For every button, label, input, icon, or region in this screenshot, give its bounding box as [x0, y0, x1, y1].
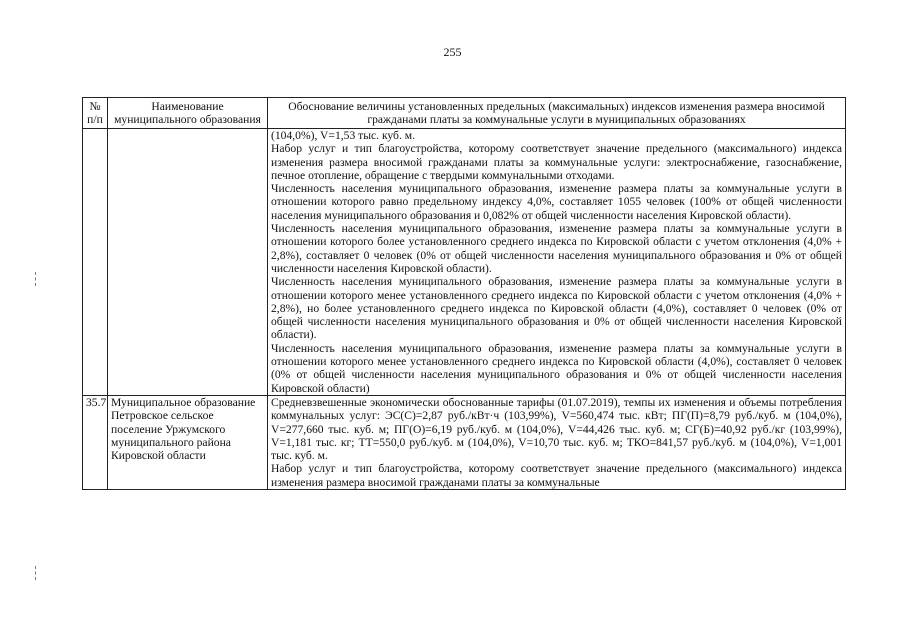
row-basis	[268, 129, 846, 396]
row-municipality	[108, 129, 268, 396]
row-num: 35.7	[83, 395, 108, 489]
basis-paragraph: Численность населения муниципального образования, изменение размера платы за коммунальные услуги в отношении которого равно предельному индексу 4,0%, составляет 1055 человек (100% от общей численности населения муниципального образования и 0,082% от общей численности населения Кировской области).	[271, 182, 842, 222]
table-header-row	[83, 98, 846, 129]
basis-paragraph: Средневзвешенные экономически обоснованные тарифы (01.07.2019), темпы их изменения и объемы потребления коммунальных услуг: ЭС(С)=2,87 руб./кВт·ч (103,99%), V=560,474 тыс. кВт; ПГ(П)=8,79 руб./куб. м (104,0%), V=277,660 тыс. куб. м; ПГ(О)=6,19 руб./куб. м (104,0%), V=44,426 тыс. куб. м; СГ(Б)=40,92 руб./кг (103,99%), V=1,181 тыс. кг; ТТ=550,0 руб./куб. м (104,0%), V=10,70 тыс. куб. м; ТКО=841,57 руб./куб. м (104,0%), V=1,001 тыс. куб. м.	[271, 395, 842, 463]
header-basis: Обоснование величины установленных предельных (максимальных) индексов изменения размера вносимой гражданами платы за коммунальные услуги в муниципальных образованиях	[268, 98, 846, 129]
basis-paragraph: Набор услуг и тип благоустройства, которому соответствует значение предельного (максимального) индекса изменения размера вносимой гражданами платы за коммунальные услуги: электроснабжение, газоснабжение, печное отопление, обращение с твердыми коммунальными отходами.	[271, 142, 842, 182]
basis-paragraph: (104,0%), V=1,53 тыс. куб. м.	[271, 129, 415, 142]
scan-edge-mark	[35, 566, 37, 580]
page-number: 255	[443, 45, 462, 59]
tariff-table	[82, 97, 846, 490]
row-num	[83, 129, 108, 396]
header-name: Наименование муниципального образования	[108, 98, 268, 129]
scan-edge-mark	[35, 272, 37, 286]
basis-paragraph: Численность населения муниципального образования, изменение размера платы за коммунальные услуги в отношении которого менее установленного среднего индекса по Кировской области (4,0%), составляет 0 человек (0% от общей численности населения муниципального образования и 0% от общей численности населения Кировской области)	[271, 341, 842, 395]
basis-paragraph: Набор услуг и тип благоустройства, которому соответствует значение предельного (максимального) индекса изменения размера вносимой гражданами платы за коммунальные	[271, 462, 842, 489]
basis-paragraph: Численность населения муниципального образования, изменение размера платы за коммунальные услуги в отношении которого менее установленного среднего индекса по Кировской области с учетом отклонения (4,0% + 2,8%), но более установленного среднего индекса по Кировской области (4,0%), составляет 0 человек (0% от общей численности населения муниципального образования и 0% от общей численности населения Кировской области).	[271, 275, 842, 342]
header-num: № п/п	[83, 98, 108, 129]
row-municipality: Муниципальное образование Петровское сельское поселение Уржумского муниципального района Кировской области	[108, 395, 268, 489]
table-row	[83, 129, 846, 396]
row-basis	[268, 395, 846, 489]
basis-paragraph: Численность населения муниципального образования, изменение размера платы за коммунальные услуги в отношении которого более установленного среднего индекса по Кировской области с учетом отклонения (4,0% + 2,8%), составляет 0 человек (0% от общей численности населения муниципального образования и 0% от общей численности населения Кировской области).	[271, 222, 842, 275]
table-row	[83, 395, 846, 489]
